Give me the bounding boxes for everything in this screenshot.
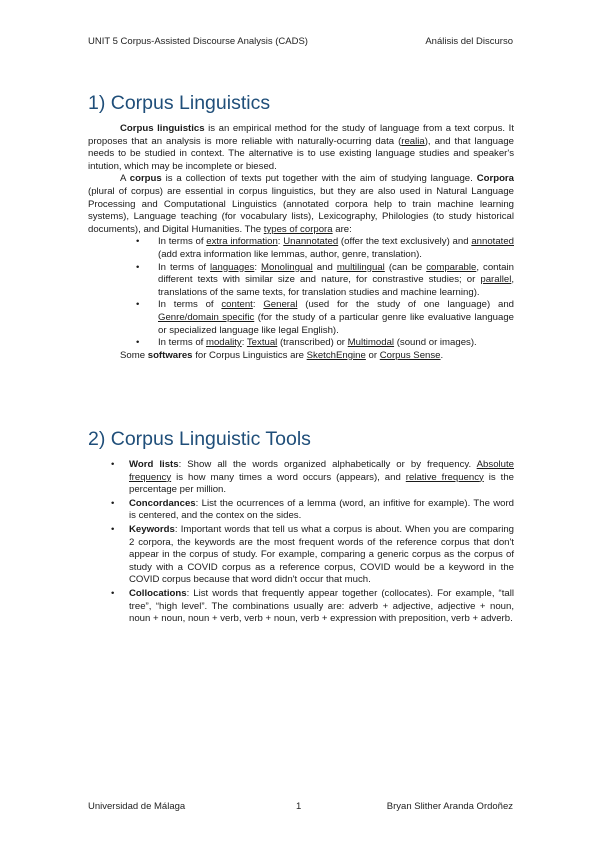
paragraph-softwares: Some softwares for Corpus Linguistics are SketchEngine or Corpus Sense.	[120, 349, 444, 361]
list-item: • In terms of languages: Monolingual and multilingual (can be comparable, contain different texts with similar size and nature, for constrastive studies; or parallel, translations of the same texts, for translation studies and machine learning).	[136, 261, 514, 298]
section-1-body	[88, 123, 514, 362]
list-item: • In terms of modality: Textual (transcribed) or Multimodal (sound or images).	[136, 337, 477, 349]
corpora-types-list	[88, 236, 514, 349]
footer-author: Bryan Slither Aranda Ordoñez	[386, 801, 513, 812]
list-item: • In terms of extra information: Unannotated (offer the text exclusively) and annotated (add extra information like lemmas, author, genre, translation).	[136, 236, 514, 260]
footer-university: Universidad de Málaga	[88, 801, 186, 812]
header-unit-title: UNIT 5 Corpus-Assisted Discourse Analysis (CADS)	[88, 36, 308, 47]
list-item: • In terms of content: General (used for the study of one language) and Genre/domain specific (for the study of a particular genre like evaluative language or specialized language like legal English).	[136, 299, 514, 336]
list-item: • Concordances: List the ocurrences of a lemma (word, an infitive for example). The word is centered, and the contex on the sides.	[111, 497, 514, 522]
list-item: • Word lists: Show all the words organized alphabetically or by frequency. Absolute frequency is how many times a word occurs (appears), and relative frequency is the percentage per million.	[111, 459, 514, 496]
section-1-title: 1) Corpus Linguistics	[88, 92, 271, 114]
section-2-body	[108, 459, 514, 627]
header-course-title: Análisis del Discurso	[425, 36, 513, 47]
paragraph-corpus-linguistics: Corpus linguistics is an empirical method for the study of language from a text corpus. It proposes that an analysis is more reliable with naturally-ocurring data (realia), and that language needs to be studied in context. The alternative is to use existing language studies and speaker's intution, which may be incomplete or biesed.	[88, 123, 514, 172]
list-item: • Collocations: List words that frequently appear together (collocates). For example, “tall tree”, “high level”. The combinations usually are: adverb + adjective, adjective + noun, noun + noun, noun + verb, verb + noun, verb + expression with preposition, verb + adverb.	[111, 587, 514, 625]
footer-page-number: 1	[296, 801, 302, 812]
paragraph-corpus-definition: A corpus is a collection of texts put together with the aim of studying language. Corpora (plural of corpus) are essential in corpus linguistics, but they are also used in Natural Language Processing and Computational Linguistics (annotated corpora help to train machine learning systems), Language teaching (for vocabulary lists), Lexicography, Philologies (to study historical documents), and Digital Humanities. The types of corpora are:	[88, 173, 514, 235]
tools-list	[108, 459, 514, 626]
section-2-title: 2) Corpus Linguistic Tools	[88, 428, 311, 450]
list-item: • Keywords: Important words that tell us what a corpus is about. When you are comparing 2 corpora, the keywords are the most frequent words of the reference corpus that don't appear in the corpus of study. For example, comparing a generic corpus as the corpus of study with a COVID corpus as a reference corpus, COVID would be a keyword in the COVID corpus because that word didn't occur that much.	[111, 523, 514, 586]
